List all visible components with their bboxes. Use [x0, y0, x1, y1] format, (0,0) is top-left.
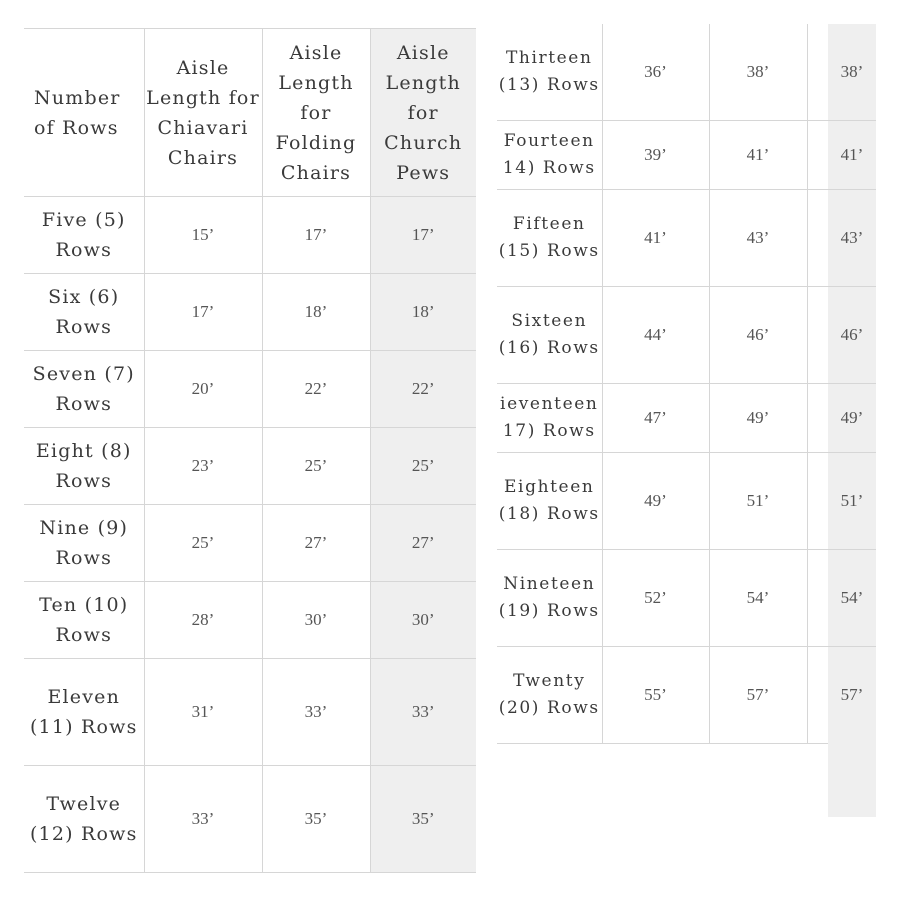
- row-label: Twelve (12) Rows: [24, 766, 144, 873]
- row-label: Five (5) Rows: [24, 197, 144, 274]
- table-row: [497, 24, 876, 120]
- pews-length: 57’: [828, 646, 876, 743]
- folding-length: 18’: [262, 274, 370, 351]
- table-row: [497, 646, 876, 743]
- chiavari-length: 52’: [602, 549, 709, 646]
- pews-length: 38’: [828, 24, 876, 120]
- row-label: Eighteen (18) Rows: [497, 452, 602, 549]
- chiavari-length: 20’: [144, 351, 262, 428]
- table-row: [24, 505, 476, 582]
- row-label: Twenty (20) Rows: [497, 646, 602, 743]
- row-label: Seven (7) Rows: [24, 351, 144, 428]
- folding-length: 25’: [262, 428, 370, 505]
- chiavari-length: 44’: [602, 286, 709, 383]
- folding-length: 33’: [262, 659, 370, 766]
- pews-length: 54’: [828, 549, 876, 646]
- folding-length: 54’: [709, 549, 807, 646]
- chiavari-length: 47’: [602, 383, 709, 452]
- pews-length: 22’: [370, 351, 476, 428]
- header-number-of-rows: Number of Rows: [24, 29, 144, 197]
- spacer-cell: [807, 120, 828, 189]
- spacer-cell: [807, 646, 828, 743]
- table-row: [497, 286, 876, 383]
- table-row: [24, 766, 476, 873]
- pews-length: 30’: [370, 582, 476, 659]
- chiavari-length: 23’: [144, 428, 262, 505]
- table-row: [497, 189, 876, 286]
- chiavari-length: 31’: [144, 659, 262, 766]
- row-label: Six (6) Rows: [24, 274, 144, 351]
- row-label: Sixteen (16) Rows: [497, 286, 602, 383]
- header-folding: Aisle Length for Folding Chairs: [262, 29, 370, 197]
- pews-length: 43’: [828, 189, 876, 286]
- chiavari-length: 33’: [144, 766, 262, 873]
- folding-length: 51’: [709, 452, 807, 549]
- row-label: Nine (9) Rows: [24, 505, 144, 582]
- spacer-cell: [807, 189, 828, 286]
- chiavari-length: 17’: [144, 274, 262, 351]
- chiavari-length: 39’: [602, 120, 709, 189]
- row-label: ieventeen 17) Rows: [497, 383, 602, 452]
- row-label: Ten (10) Rows: [24, 582, 144, 659]
- spacer-cell: [807, 549, 828, 646]
- table-row: [24, 197, 476, 274]
- table-row: [497, 549, 876, 646]
- pews-length: 17’: [370, 197, 476, 274]
- table-row: [24, 351, 476, 428]
- table-row: [24, 274, 476, 351]
- pews-length: 49’: [828, 383, 876, 452]
- table-row: [497, 120, 876, 189]
- aisle-length-table-left: [24, 28, 476, 873]
- pews-length: 27’: [370, 505, 476, 582]
- folding-length: 43’: [709, 189, 807, 286]
- folding-length: 46’: [709, 286, 807, 383]
- folding-length: 30’: [262, 582, 370, 659]
- folding-length: 38’: [709, 24, 807, 120]
- header-chiavari: Aisle Length for Chiavari Chairs: [144, 29, 262, 197]
- table-row: [497, 452, 876, 549]
- spacer-cell: [807, 24, 828, 120]
- aisle-length-table-right: [497, 24, 876, 744]
- folding-length: 17’: [262, 197, 370, 274]
- pews-column-shade-tail: [828, 743, 876, 817]
- row-label: Nineteen (19) Rows: [497, 549, 602, 646]
- folding-length: 49’: [709, 383, 807, 452]
- pews-length: 18’: [370, 274, 476, 351]
- spacer-cell: [807, 452, 828, 549]
- header-pews: Aisle Length for Church Pews: [370, 29, 476, 197]
- pews-length: 35’: [370, 766, 476, 873]
- pews-length: 25’: [370, 428, 476, 505]
- spacer-cell: [807, 286, 828, 383]
- table-row: [24, 428, 476, 505]
- folding-length: 41’: [709, 120, 807, 189]
- spacer-cell: [807, 383, 828, 452]
- row-label: Eight (8) Rows: [24, 428, 144, 505]
- pews-length: 33’: [370, 659, 476, 766]
- chiavari-length: 41’: [602, 189, 709, 286]
- chiavari-length: 36’: [602, 24, 709, 120]
- table-row: [24, 582, 476, 659]
- table-row: [497, 383, 876, 452]
- row-label: Fifteen (15) Rows: [497, 189, 602, 286]
- row-label: Thirteen (13) Rows: [497, 24, 602, 120]
- pews-length: 41’: [828, 120, 876, 189]
- folding-length: 22’: [262, 351, 370, 428]
- chiavari-length: 28’: [144, 582, 262, 659]
- chiavari-length: 15’: [144, 197, 262, 274]
- row-label: Fourteen 14) Rows: [497, 120, 602, 189]
- table-header-row: [24, 29, 476, 197]
- chiavari-length: 25’: [144, 505, 262, 582]
- row-label: Eleven (11) Rows: [24, 659, 144, 766]
- pews-length: 51’: [828, 452, 876, 549]
- folding-length: 57’: [709, 646, 807, 743]
- chiavari-length: 55’: [602, 646, 709, 743]
- pews-length: 46’: [828, 286, 876, 383]
- folding-length: 27’: [262, 505, 370, 582]
- table-row: [24, 659, 476, 766]
- folding-length: 35’: [262, 766, 370, 873]
- chiavari-length: 49’: [602, 452, 709, 549]
